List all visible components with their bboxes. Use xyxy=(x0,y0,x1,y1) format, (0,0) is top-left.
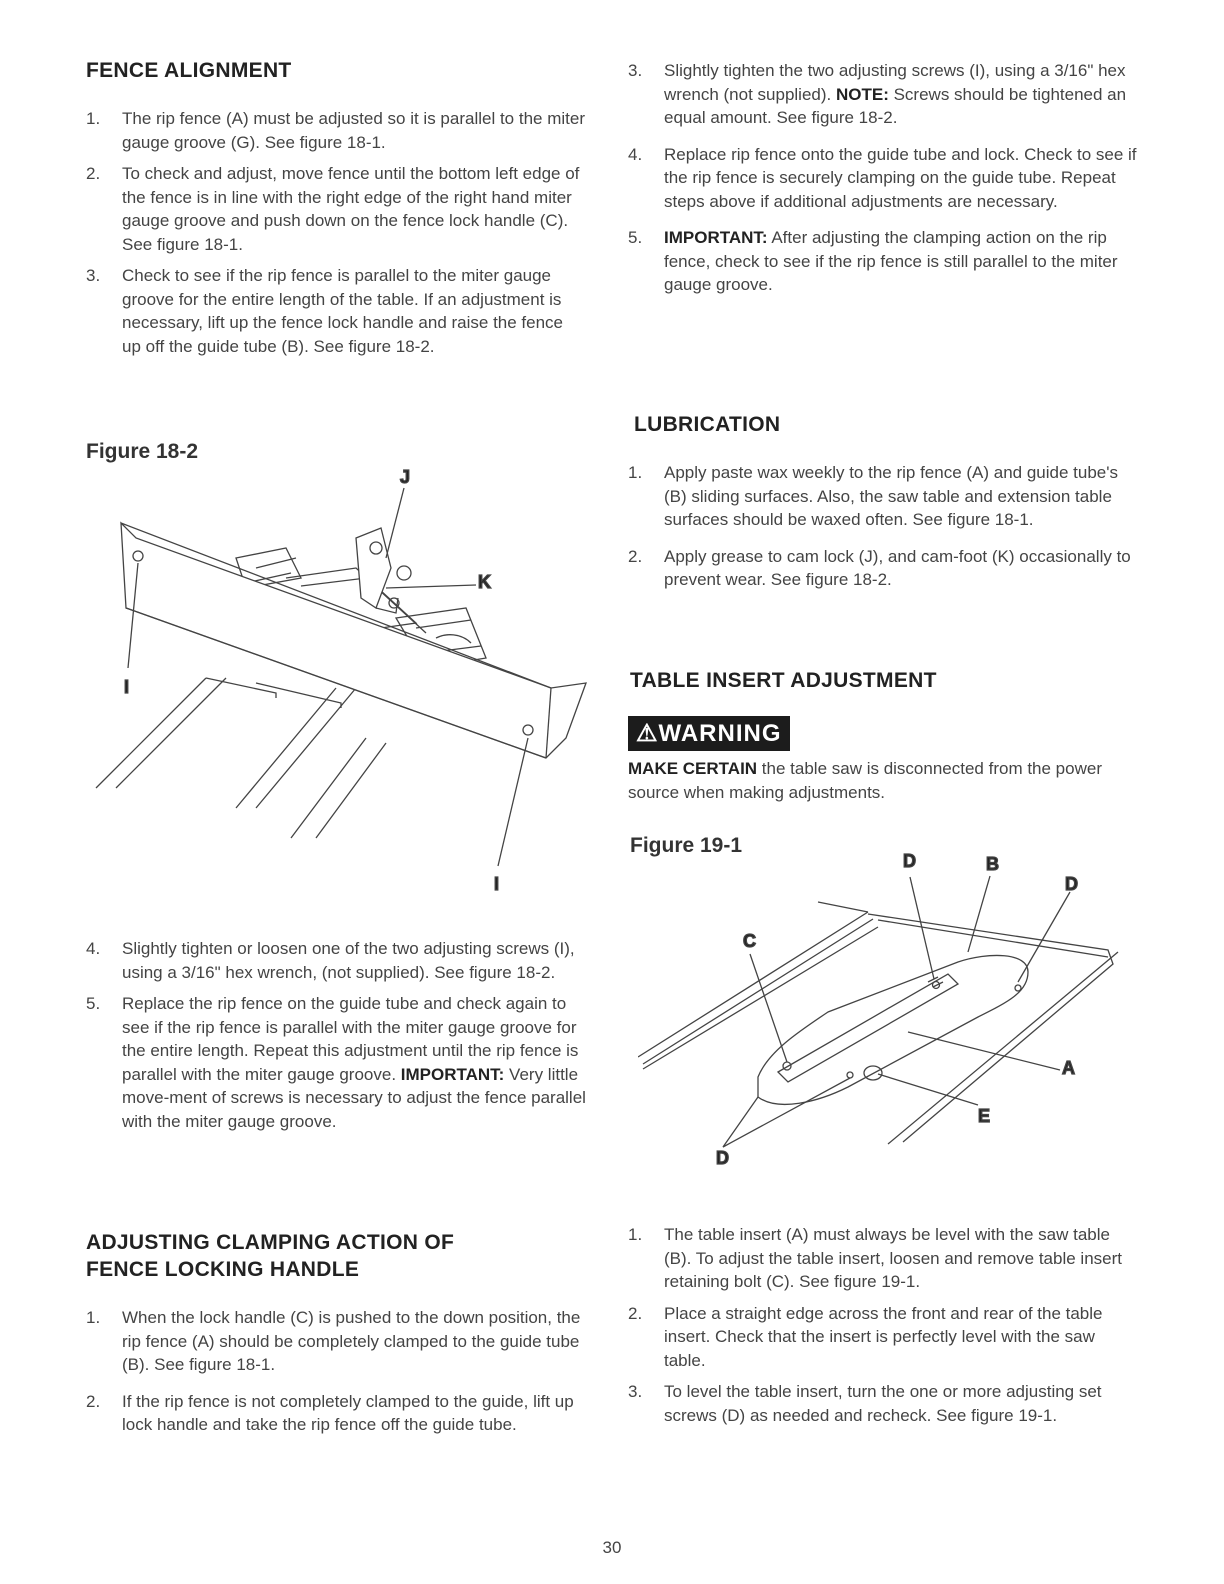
list-item xyxy=(86,1390,586,1437)
step-number: 1. xyxy=(628,463,643,482)
leader-line-i-right xyxy=(498,738,528,866)
lubrication-steps xyxy=(628,461,1138,592)
cam-lock-nut xyxy=(397,566,411,580)
step-text-part: Slightly tighten the two adjusting screws (I), using a 3/16" hex wrench (not supplied). xyxy=(664,61,1126,104)
list-item xyxy=(628,59,1138,130)
guide-tube-bracket-detail xyxy=(246,558,296,583)
step-text: Place a straight edge across the front and rear of the table insert. Check that the insert is perfectly level with the saw table. xyxy=(664,1303,1103,1370)
note-label: NOTE: xyxy=(835,84,889,104)
warning-emphasis: MAKE CERTAIN xyxy=(628,759,758,778)
leader-line-c xyxy=(750,954,787,1062)
fence-alignment-steps-continued xyxy=(86,937,586,1133)
list-item xyxy=(628,461,1138,532)
step-number: 3. xyxy=(628,61,643,80)
warning-badge xyxy=(628,716,790,751)
step-text: Slightly tighten or loosen one of the two adjusting screws (I), using a 3/16" hex wrench, (not supplied). See figure 18-2. xyxy=(122,939,575,982)
label-c: C xyxy=(743,931,756,951)
figure-18-2-title: Figure 18-2 xyxy=(86,440,199,463)
table-insert-plate xyxy=(758,955,1028,1104)
saw-table-edge xyxy=(868,914,1113,1142)
list-item xyxy=(86,264,586,358)
list-item xyxy=(86,992,586,1133)
leader-line-j xyxy=(386,488,404,558)
step-number: 2. xyxy=(628,546,643,566)
step-text-part: Replace the rip fence on the guide tube and check again to see if the rip fence is parallel with the miter gauge groove for the entire length. Repeat this adjustment until the rip fence is parallel with the miter gauge groove. xyxy=(122,994,579,1084)
table-insert-heading: TABLE INSERT ADJUSTMENT xyxy=(630,669,937,692)
label-d-bottom: D xyxy=(716,1148,729,1168)
label-k: K xyxy=(478,572,491,592)
step-number: 1. xyxy=(86,109,101,128)
step-text: To check and adjust, move fence until the bottom left edge of the fence is in line with the right edge of the right hand miter gauge groove and push down on the fence lock handle (C). See figure 18-1. xyxy=(122,164,580,254)
list-item xyxy=(628,143,1138,214)
step-number: 4. xyxy=(628,144,643,164)
fence-alignment-heading: FENCE ALIGNMENT xyxy=(86,59,292,82)
label-e: E xyxy=(978,1106,991,1126)
list-item xyxy=(628,1302,1138,1373)
page-number: 30 xyxy=(602,1538,622,1557)
label-b: B xyxy=(986,854,999,874)
step-number: 2. xyxy=(86,1391,101,1411)
table-rail-line xyxy=(96,678,226,788)
list-item xyxy=(628,226,1138,297)
step-text: To level the table insert, turn the one or more adjusting set screws (D) as needed and recheck. See figure 19-1. xyxy=(664,1382,1102,1425)
leader-line-d-right xyxy=(1018,892,1070,982)
table-rail-line xyxy=(236,688,356,808)
warning-text: the table saw is disconnected from the power source when making adjustments. xyxy=(628,759,1102,802)
leader-line-e xyxy=(878,1074,978,1105)
step-text-part: After adjusting the clamping action on the rip fence, check to see if the rip fence is still parallel to the miter gauge groove. xyxy=(664,228,1118,294)
step-text-part: Screws should be tightened an equal amount. See figure 18-2. xyxy=(664,84,1127,127)
table-insert-steps xyxy=(628,1223,1138,1427)
label-a: A xyxy=(1062,1058,1075,1078)
label-d-top: D xyxy=(903,851,916,871)
step-text: If the rip fence is not completely clamped to the guide, lift up lock handle and take the rip fence off the guide tube. xyxy=(122,1391,574,1434)
step-text: Apply grease to cam lock (J), and cam-foot (K) occasionally to prevent wear. See figure 18-2. xyxy=(664,546,1131,589)
miter-groove-end xyxy=(818,902,868,912)
important-label: IMPORTANT: xyxy=(664,228,768,247)
clamping-heading-line2: FENCE LOCKING HANDLE xyxy=(86,1258,360,1281)
step-text: The rip fence (A) must be adjusted so it is parallel to the miter gauge groove (G). See figure 18-1. xyxy=(122,109,585,152)
label-i-right: I xyxy=(494,874,500,894)
retaining-bolt-c xyxy=(783,1062,791,1070)
clamping-steps xyxy=(86,1306,586,1437)
set-screw-bottom xyxy=(847,1072,853,1078)
list-item xyxy=(86,937,586,984)
list-item xyxy=(628,1380,1138,1427)
warning-label: WARNING xyxy=(658,720,782,747)
step-number: 3. xyxy=(628,1382,643,1401)
step-number: 2. xyxy=(86,164,101,183)
label-i-left: I xyxy=(124,677,130,697)
leader-line-d-bottom xyxy=(723,1078,850,1147)
step-number: 1. xyxy=(86,1308,101,1327)
step-number: 5. xyxy=(628,228,643,247)
saw-table-edge xyxy=(878,920,1108,957)
step-number: 2. xyxy=(628,1303,643,1323)
fence-alignment-steps xyxy=(86,107,586,358)
step-text: The table insert (A) must always be level with the saw table (B). To adjust the table insert, loosen and remove table insert retaining bolt (C). See figure 19-1. xyxy=(664,1225,1122,1291)
list-item xyxy=(628,545,1138,592)
label-j: J xyxy=(400,467,411,487)
list-item xyxy=(628,1223,1138,1294)
set-screw-right xyxy=(1015,985,1021,991)
step-text: Replace rip fence onto the guide tube and lock. Check to see if the rip fence is securely clamping on the guide tube. Repeat steps above if additional adjustments are necessary. xyxy=(664,144,1137,211)
list-item xyxy=(86,107,586,154)
figure-19-1-illustration xyxy=(638,842,1138,1202)
figure-19-1-title: Figure 19-1 xyxy=(630,834,743,857)
step-number: 1. xyxy=(628,1225,643,1244)
step-number: 4. xyxy=(86,939,101,958)
step-number: 5. xyxy=(86,994,101,1013)
step-text: Check to see if the rip fence is parallel to the miter gauge groove for the entire length of the table. If an adjustment is necessary, lift up the fence lock handle and raise the fence up off the guide tube (B). See figure 18-2. xyxy=(122,266,564,356)
leader-line-b xyxy=(968,876,990,952)
lubrication-heading: LUBRICATION xyxy=(634,413,781,436)
list-item xyxy=(86,162,586,256)
miter-groove-line xyxy=(638,912,878,1069)
step-text-part: Very little move-ment of screws is necessary to adjust the fence parallel with the miter gauge groove. xyxy=(122,1064,586,1131)
clamping-steps-continued xyxy=(628,59,1138,297)
leader-line-k xyxy=(386,585,476,588)
warning-message xyxy=(628,757,1118,804)
fence-clamp-base xyxy=(256,683,341,708)
table-rail-line xyxy=(291,738,386,838)
list-item xyxy=(86,1306,586,1377)
figure-18-2-illustration xyxy=(86,458,606,898)
label-d-right: D xyxy=(1065,874,1078,894)
warning-icon: ⚠ xyxy=(636,720,659,747)
clamping-heading-line1: ADJUSTING CLAMPING ACTION OF xyxy=(86,1231,455,1254)
important-label: IMPORTANT: xyxy=(400,1064,505,1084)
rip-fence-body xyxy=(121,523,586,758)
step-number: 3. xyxy=(86,266,101,285)
saw-table-edge xyxy=(888,952,1118,1144)
step-text: When the lock handle (C) is pushed to the down position, the rip fence (A) should be completely clamped to the guide tube (B). See figure 18-1. xyxy=(122,1308,581,1374)
step-text: Apply paste wax weekly to the rip fence (A) and guide tube's (B) sliding surfaces. Also, the saw table and extension table surfaces should be waxed often. See figure 18-1. xyxy=(664,463,1119,529)
